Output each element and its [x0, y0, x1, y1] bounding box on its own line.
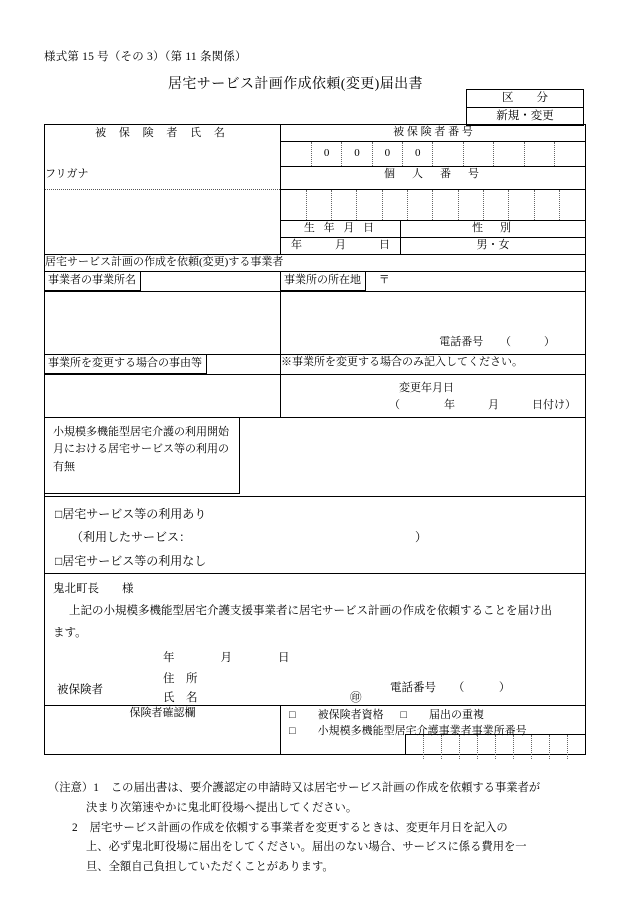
digit-cell[interactable] — [332, 190, 357, 220]
insurer-check-cell — [281, 705, 586, 754]
birthdate-header: 生 年 月 日 — [281, 221, 401, 238]
usage-no-label: □居宅サービス等の利用なし — [55, 553, 207, 568]
digit-cell[interactable]: 0 — [311, 142, 341, 166]
gender-header: 性 別 — [401, 221, 586, 238]
note-1-line-2: 決まり次第速やかに鬼北町役場へ提出してください。 — [86, 801, 358, 814]
note-2-text-1: 居宅サービス計画の作成を依頼する事業者を変更するときは、変更年月日を記入の — [89, 821, 508, 834]
declaration-phone-label: 電話番号 — [390, 681, 436, 694]
digit-cell[interactable]: 0 — [403, 142, 433, 166]
digit-cell[interactable] — [424, 735, 442, 759]
digit-cell[interactable] — [442, 735, 460, 759]
digit-cell[interactable]: 0 — [342, 142, 372, 166]
digit-cell[interactable] — [281, 142, 311, 166]
digit-cell[interactable] — [478, 735, 496, 759]
digit-cell[interactable] — [560, 190, 585, 220]
digit-cell[interactable] — [524, 142, 554, 166]
change-reason-label-cell — [45, 354, 281, 374]
office-name-input[interactable] — [45, 291, 281, 354]
page-title: 居宅サービス計画作成依頼(変更)届出書 — [168, 77, 423, 92]
office-name-label: 事業者の事業所名 — [45, 272, 141, 291]
insured-party-label: 被保険者 — [57, 683, 103, 696]
digit-cell[interactable] — [408, 190, 433, 220]
gender-value[interactable]: 男・女 — [401, 237, 586, 254]
office-address-input[interactable] — [281, 291, 586, 354]
footer-notes — [48, 779, 593, 878]
main-form-table — [44, 124, 586, 755]
furigana-label: フリガナ — [45, 167, 89, 180]
change-reason-note: ※事業所を変更する場合のみ記入してください。 — [281, 354, 586, 374]
digit-cell[interactable] — [433, 190, 458, 220]
declaration-body-line1: 上記の小規模多機能型居宅介護支援事業者に居宅サービス計画の作成を依頼することを届け出 — [69, 604, 552, 617]
usage-yes-option[interactable] — [55, 503, 585, 526]
check-duplicate-filing[interactable]: □ 届出の重複 — [400, 708, 485, 721]
note-2-line-1 — [48, 819, 593, 839]
note-marker: （注意） — [48, 782, 94, 794]
category-label: 区 分 — [467, 90, 584, 108]
digit-cell[interactable]: 0 — [372, 142, 402, 166]
small-scale-usage-cell — [45, 417, 586, 496]
usage-yes-label: □居宅サービス等の利用あり — [55, 506, 207, 521]
office-name-label-cell — [45, 271, 281, 291]
digit-cell[interactable] — [494, 142, 524, 166]
declaration-addressee: 鬼北町長 様 — [53, 582, 134, 595]
insured-number-cells[interactable] — [281, 142, 586, 167]
small-scale-label: 小規模多機能型居宅介護の利用開始月における居宅サービス等の利用の有無 — [45, 418, 240, 494]
note-2-line-2: 上、必ず鬼北町役場に届出をしてください。届出のない場合、サービスに係る費用を一 — [86, 841, 527, 854]
form-number: 様式第 15 号（その 3）（第 11 条関係） — [44, 51, 247, 63]
digit-cell[interactable] — [484, 190, 509, 220]
digit-cell[interactable] — [433, 142, 463, 166]
postal-mark-icon: 〒 — [378, 273, 390, 286]
declaration-date[interactable]: 年 月 日 — [163, 651, 290, 664]
mynumber-header: 個 人 番 号 — [281, 167, 586, 190]
usage-no-option[interactable] — [55, 550, 585, 573]
provider-phone-value[interactable]: （ ） — [500, 335, 556, 348]
change-reason-input[interactable] — [45, 374, 281, 417]
furigana-cell[interactable] — [45, 167, 281, 190]
check-office-number[interactable]: □ 小規模多機能型居宅介護事業者事業所番号 — [289, 724, 527, 737]
declaration-phone-group — [390, 680, 510, 697]
category-box — [466, 89, 584, 126]
provider-phone-label: 電話番号 — [439, 335, 484, 348]
note-1-line-1 — [48, 779, 593, 799]
change-date-label: 変更年月日 — [399, 381, 454, 394]
declaration-cell — [45, 573, 586, 705]
change-date-value[interactable]: （ 年 月 日付け） — [389, 398, 576, 411]
insured-name-cell — [45, 125, 281, 167]
check-insured-qualification[interactable]: □ 被保険者資格 — [289, 708, 384, 721]
change-date-cell[interactable] — [281, 374, 586, 417]
digit-cell[interactable] — [509, 190, 534, 220]
office-address-label-cell — [281, 271, 586, 291]
digit-cell[interactable] — [549, 735, 567, 759]
digit-cell[interactable] — [382, 190, 407, 220]
insured-name-header: 被 保 険 者 氏 名 — [95, 127, 230, 139]
provider-section-title: 居宅サービス計画の作成を依頼(変更)する事業者 — [45, 254, 586, 271]
provider-phone-group — [439, 335, 555, 351]
name-label: 氏 名 — [163, 691, 198, 704]
service-used-close: ） — [415, 530, 428, 545]
digit-cell[interactable] — [406, 735, 424, 759]
digit-cell[interactable] — [555, 142, 586, 166]
declaration-phone-value[interactable]: （ ） — [452, 681, 511, 694]
digit-cell[interactable] — [458, 190, 483, 220]
digit-cell[interactable] — [460, 735, 478, 759]
digit-cell[interactable] — [306, 190, 331, 220]
digit-cell[interactable] — [513, 735, 531, 759]
note-1-text-1: この届出書は、要介護認定の申請時又は居宅サービス計画の作成を依頼する事業者が — [110, 782, 541, 794]
mynumber-cells[interactable] — [281, 190, 586, 221]
digit-cell[interactable] — [531, 735, 549, 759]
insured-number-grid — [281, 142, 585, 166]
insurer-number-cells[interactable] — [405, 734, 585, 754]
service-used-row[interactable] — [55, 526, 585, 549]
service-used-label: （利用したサービス： — [71, 530, 192, 545]
digit-cell[interactable] — [463, 142, 493, 166]
digit-cell[interactable] — [281, 190, 306, 220]
change-reason-label: 事業所を変更する場合の事由等 — [45, 355, 207, 374]
insurer-number-grid — [406, 735, 585, 759]
digit-cell[interactable] — [534, 190, 559, 220]
digit-cell[interactable] — [567, 735, 585, 759]
birthdate-value[interactable]: 年 月 日 — [281, 237, 401, 254]
office-address-label: 事業所の所在地 — [281, 272, 366, 291]
category-value[interactable]: 新規・変更 — [467, 108, 584, 126]
mynumber-grid — [281, 190, 585, 220]
insured-number-header: 被 保 険 者 番 号 — [281, 125, 586, 142]
note-2-line-3: 旦、全額自己負担していただくことがあります。 — [86, 861, 334, 874]
declaration-body-line2: ます。 — [53, 626, 87, 639]
digit-cell[interactable] — [357, 190, 382, 220]
insured-name-input[interactable] — [45, 190, 281, 255]
address-label: 住 所 — [163, 672, 198, 685]
seal-icon: ㊞ — [350, 691, 362, 704]
insurer-check-row1[interactable] — [281, 706, 585, 724]
note-1-number: 1 — [93, 782, 99, 794]
insurer-check-label: 保険者確認欄 — [45, 705, 281, 754]
small-scale-options-cell — [45, 496, 586, 573]
note-2-number: 2 — [72, 821, 78, 834]
digit-cell[interactable] — [495, 735, 513, 759]
